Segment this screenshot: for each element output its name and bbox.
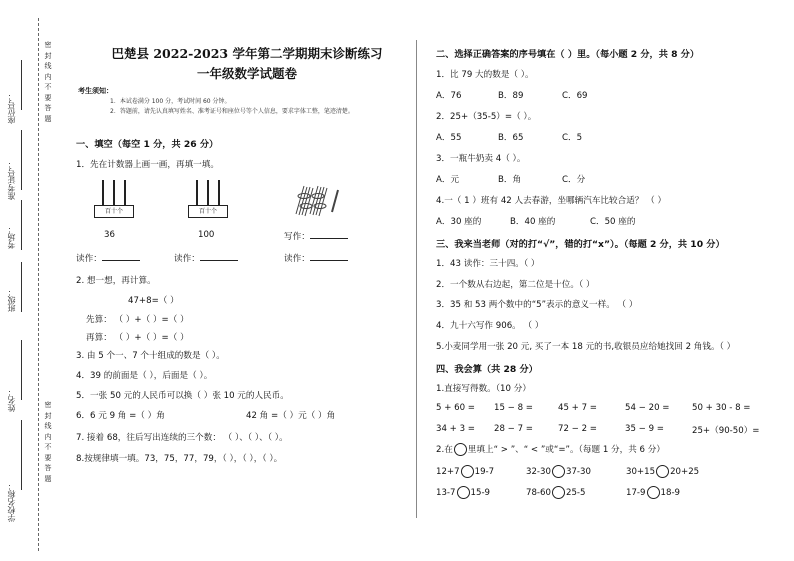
compare-item: 30+15 20+25 (626, 467, 700, 477)
section1-heading: 一、填空（每空 1 分，共 26 分） (76, 139, 219, 150)
seat-number-label: 座位号： (7, 92, 16, 124)
option-b: B．65 (498, 133, 524, 143)
seal-text-top: 密封线内不要答题 (44, 41, 52, 123)
abacus-1 (94, 178, 134, 218)
answer-blank[interactable] (310, 230, 348, 239)
question-2-4: 4.一（ 1 ）班有 42 人去春游，坐哪辆汽车比较合适？ （ ） (436, 196, 667, 206)
margin-line (21, 60, 22, 110)
read-as-label-1: 读作： (76, 252, 140, 264)
section3-heading: 三、我来当老师（对的打“√”，错的打“x”）。（每题 2 分，共 10 分） (436, 239, 725, 250)
column-divider (416, 40, 417, 518)
notice-item: 1．本试卷满分 100 分，考试时间 60 分钟。 (110, 98, 231, 105)
compare-circle[interactable] (552, 465, 565, 478)
judge-item: 1．43 读作：三十四。（ ） (436, 259, 540, 269)
notice-item: 2．答题前，请先认真填写姓名、准考证号和座位号等个人信息，要求字体工整，笔迹清楚。 (110, 108, 354, 115)
notice-heading: 考生须知： (78, 87, 113, 95)
margin-line (21, 420, 22, 490)
compare-item: 13-7 15-9 (436, 488, 491, 498)
option-c: C．69 (562, 91, 588, 101)
question-2-2: 2．25+（35-5）=（ ）。 (436, 112, 537, 122)
compare-item: 78-60 25-5 (526, 488, 586, 498)
option-a: A．55 (436, 133, 462, 143)
read-as-label-3: 读作： (284, 252, 348, 264)
exam-title: 巴楚县 2022-2023 学年第二学期期末诊断练习 (111, 46, 383, 61)
question-1-2-first: 先算： （ ）+（ ）=（ ） (86, 315, 189, 325)
option-c: C．50 座的 (590, 217, 636, 227)
calc-item: 72 − 2 = (558, 424, 597, 434)
abacus-rod (196, 180, 198, 206)
option-a: A．30 座的 (436, 217, 482, 227)
margin-line (21, 262, 22, 312)
section4-heading: 四、我会算（共 28 分） (436, 364, 538, 375)
question-2-3: 3．一瓶牛奶卖 4（ ）。 (436, 154, 526, 164)
judge-item: 2．一个数从右边起，第二位是十位。（ ） (436, 280, 595, 290)
abacus-base: 百十个 (94, 205, 134, 218)
margin-line (21, 130, 22, 190)
question-1-1: 1．先在计数器上画一画，再填一填。 (76, 160, 219, 170)
abacus-rod (102, 180, 104, 206)
calc-item: 35 − 9 = (625, 424, 664, 434)
abacus-rod (207, 180, 209, 206)
question-1-2: 2. 想一想，再计算。 (76, 276, 156, 286)
exam-number-label: 准考证号： (7, 160, 16, 200)
margin-line (21, 200, 22, 250)
compare-item: 12+7 19-7 (436, 467, 495, 477)
section2-heading: 二、选择正确答案的序号填在（ ）里。（每小题 2 分，共 8 分） (436, 49, 700, 60)
calc-item: 28 − 7 = (494, 424, 533, 434)
section4-sub2: 2.在 里填上“ > ”、“ < ”或“=”。（每题 1 分，共 6 分） (436, 445, 665, 455)
exam-subtitle: 一年级数学试题卷 (196, 66, 297, 81)
answer-blank[interactable] (102, 252, 140, 261)
question-1-3: 3. 由 5 个一、7 个十组成的数是（ ）。 (76, 351, 225, 361)
calc-item: 45 + 7 = (558, 403, 597, 413)
option-b: B．40 座的 (510, 217, 556, 227)
abacus-base: 百十个 (188, 205, 228, 218)
answer-blank[interactable] (310, 252, 348, 261)
option-c: C．分 (562, 175, 586, 185)
question-1-6a: 6．6 元 9 角 =（ ）角 (76, 411, 165, 421)
compare-circle[interactable] (457, 486, 470, 499)
compare-item: 17-9 18-9 (626, 488, 681, 498)
number-100: 100 (198, 230, 215, 240)
seal-text-bottom: 密封线内不要答题 (44, 401, 52, 483)
compare-circle[interactable] (552, 486, 565, 499)
calc-item: 15 − 8 = (494, 403, 533, 413)
question-1-8: 8.按规律填一填。73，75，77，79，（ ），（ ），（ ）。 (76, 454, 283, 464)
compare-item: 32-30 37-30 (526, 467, 591, 477)
abacus-rod (124, 180, 126, 206)
judge-item: 5.小麦同学用一张 20 元, 买了一本 18 元的书,收银员应给她找回 2 角钱。（ ） (436, 342, 736, 352)
calc-item: 50 + 30 - 8 = (692, 403, 751, 413)
question-1-5: 5．一张 50 元的人民币可以换（ ）张 10 元的人民币。 (76, 391, 289, 401)
calc-item: 54 − 20 = (625, 403, 670, 413)
number-36: 36 (104, 230, 115, 240)
option-a: A．元 (436, 175, 460, 185)
question-1-7: 7. 接着 68，往后写出连续的三个数： （ ）、（ ）、（ ）。 (76, 433, 288, 443)
calc-item: 5 + 60 = (436, 403, 475, 413)
judge-item: 3．35 和 53 两个数中的“5”表示的意义一样。 （ ） (436, 300, 638, 310)
option-a: A．76 (436, 91, 462, 101)
calc-item: 34 + 3 = (436, 424, 475, 434)
judge-item: 4．九十六写作 906。 （ ） (436, 321, 544, 331)
abacus-rod (113, 180, 115, 206)
question-1-2-then: 再算： （ ）+（ ）=（ ） (86, 333, 189, 343)
question-1-2-expr: 47+8=（ ） (128, 296, 179, 306)
margin-line (21, 340, 22, 400)
question-1-6b: 42 角 =（ ）元（ ）角 (246, 411, 336, 421)
circle-icon (454, 443, 467, 456)
class-label: 班级： (7, 288, 16, 312)
answer-blank[interactable] (200, 252, 238, 261)
calc-item: 25+（90-50）= (692, 426, 760, 436)
compare-circle[interactable] (461, 465, 474, 478)
write-as-label-3: 写作： (284, 230, 348, 242)
compare-circle[interactable] (656, 465, 669, 478)
question-2-1: 1．比 79 大的数是（ ）。 (436, 70, 534, 80)
abacus-2 (188, 178, 228, 218)
stick-bundles-icon (290, 182, 346, 218)
section4-sub1: 1.直接写得数。（10 分） (436, 384, 531, 394)
school-name-label: 学校名称： (7, 482, 16, 522)
compare-circle[interactable] (647, 486, 660, 499)
option-b: B．角 (498, 175, 522, 185)
option-c: C．5 (562, 133, 583, 143)
name-label: 姓名： (7, 388, 16, 412)
option-b: B．89 (498, 91, 524, 101)
abacus-rod (218, 180, 220, 206)
exam-room-label: 考场： (7, 225, 16, 249)
read-as-label-2: 读作： (174, 252, 238, 264)
binding-margin (0, 0, 60, 561)
question-1-4: 4．39 的前面是（ ），后面是（ ）。 (76, 371, 213, 381)
seal-line (38, 18, 39, 551)
